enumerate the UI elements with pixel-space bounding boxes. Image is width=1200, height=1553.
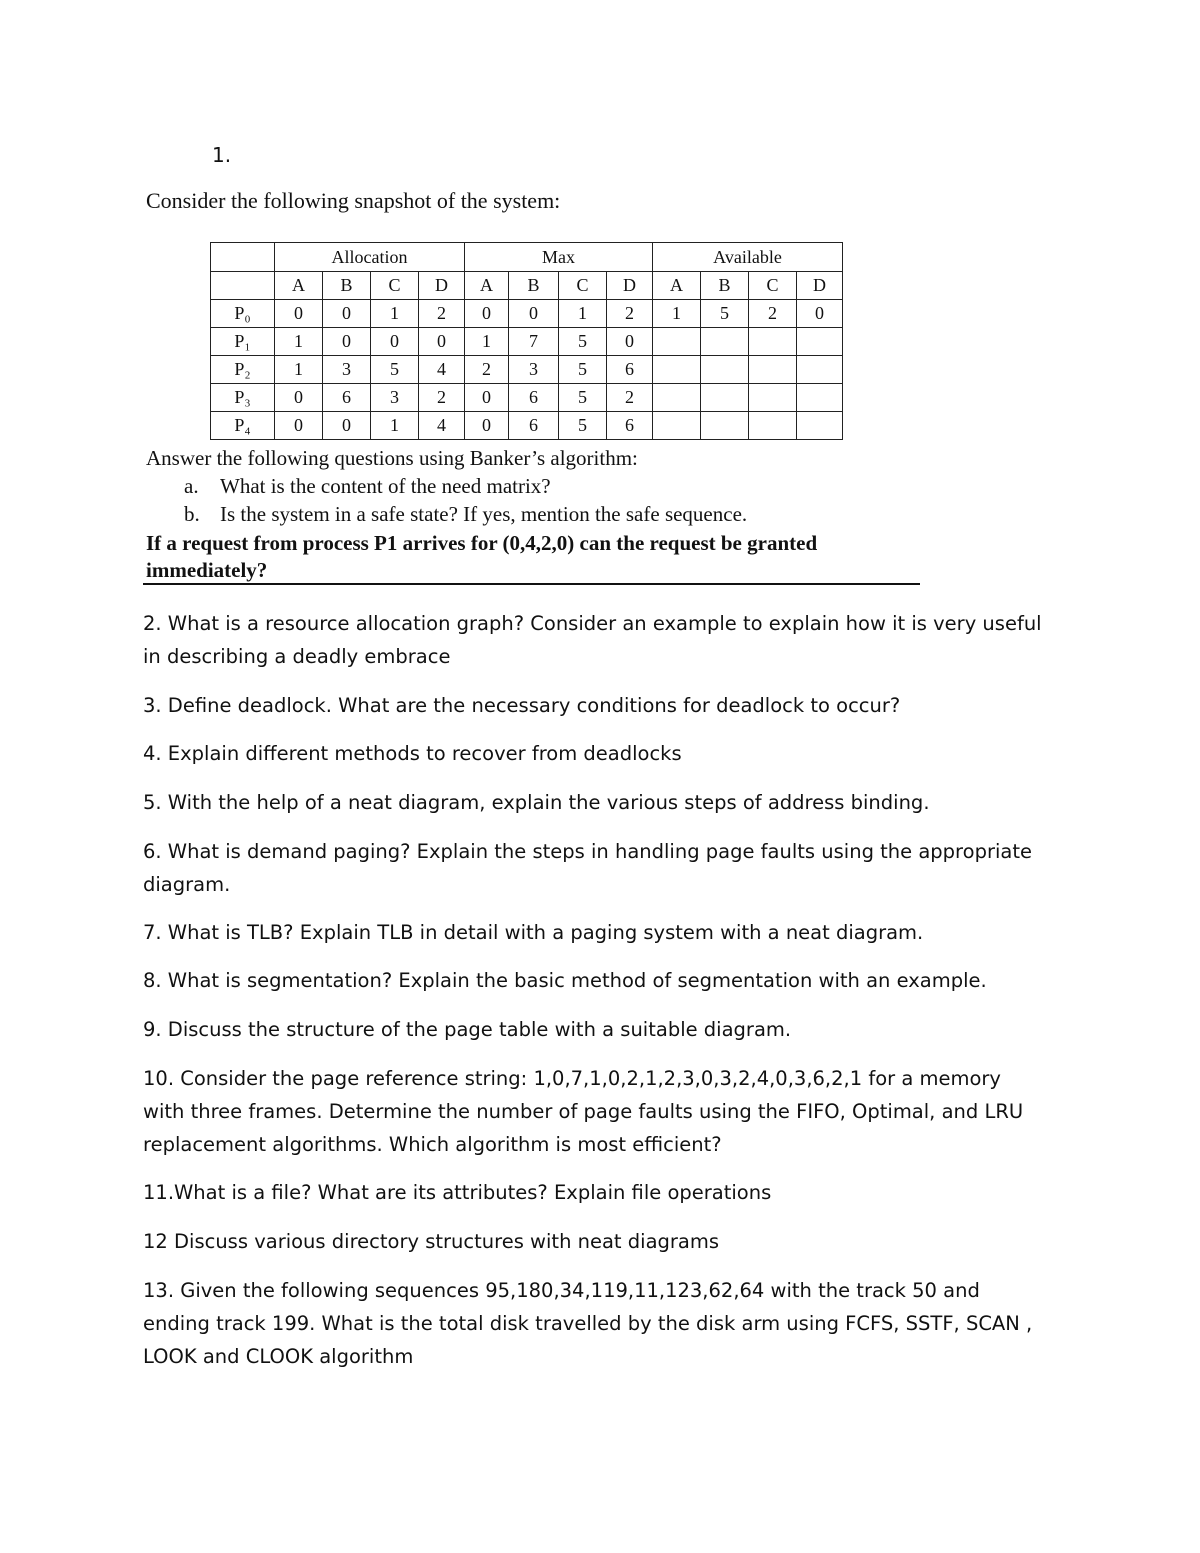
process-label: P₁ xyxy=(211,328,275,356)
allocation-cell: 3 xyxy=(371,384,419,412)
process-row xyxy=(211,384,843,412)
process-row xyxy=(211,412,843,440)
max-cell: 0 xyxy=(465,412,509,440)
max-cell: 3 xyxy=(509,356,559,384)
max-cell: 7 xyxy=(509,328,559,356)
sub-question-b-text: Is the system in a safe state? If yes, mention the safe sequence. xyxy=(220,502,748,526)
question-7: 7. What is TLB? Explain TLB in detail with a paging system with a neat diagram. xyxy=(143,921,924,944)
available-cell: 2 xyxy=(749,300,797,328)
column-header: A xyxy=(653,272,701,300)
process-label: P₄ xyxy=(211,412,275,440)
available-cell xyxy=(701,328,749,356)
divider-line xyxy=(143,583,920,585)
available-cell xyxy=(797,384,843,412)
max-cell: 2 xyxy=(607,300,653,328)
column-header: B xyxy=(323,272,371,300)
question-2: 2. What is a resource allocation graph? Consider an example to explain how it is very useful in describing a deadly embrace xyxy=(143,612,1042,668)
process-row xyxy=(211,328,843,356)
allocation-cell: 2 xyxy=(419,300,465,328)
max-cell: 5 xyxy=(559,356,607,384)
available-cell xyxy=(797,328,843,356)
question-9: 9. Discuss the structure of the page table with a suitable diagram. xyxy=(143,1018,792,1041)
process-label: P₀ xyxy=(211,300,275,328)
allocation-cell: 1 xyxy=(275,328,323,356)
allocation-cell: 0 xyxy=(275,412,323,440)
allocation-cell: 1 xyxy=(275,356,323,384)
process-label: P₃ xyxy=(211,384,275,412)
column-header: C xyxy=(749,272,797,300)
allocation-cell: 0 xyxy=(323,328,371,356)
available-cell: 1 xyxy=(653,300,701,328)
available-cell xyxy=(653,356,701,384)
allocation-cell: 1 xyxy=(371,412,419,440)
snapshot-intro: Consider the following snapshot of the system: xyxy=(146,188,561,213)
max-cell: 6 xyxy=(607,412,653,440)
max-cell: 5 xyxy=(559,384,607,412)
max-cell: 6 xyxy=(509,412,559,440)
column-header: A xyxy=(275,272,323,300)
allocation-cell: 0 xyxy=(371,328,419,356)
question-10: 10. Consider the page reference string: 1,0,7,1,0,2,1,2,3,0,3,2,4,0,3,6,2,1 for a memory with three frames. Determine the number of page faults using the FIFO, Optimal, and LRU replacement algorithms. Which algorithm is most efficient? xyxy=(143,1067,1024,1156)
table-body xyxy=(211,300,843,440)
available-cell xyxy=(653,412,701,440)
question-11: 11.What is a file? What are its attributes? Explain file operations xyxy=(143,1181,772,1204)
available-cell: 5 xyxy=(701,300,749,328)
column-header: D xyxy=(797,272,843,300)
question-5: 5. With the help of a neat diagram, explain the various steps of address binding. xyxy=(143,791,930,814)
available-cell xyxy=(749,356,797,384)
sub-question-b xyxy=(184,502,747,527)
allocation-cell: 5 xyxy=(371,356,419,384)
allocation-cell: 0 xyxy=(275,300,323,328)
available-cell xyxy=(797,356,843,384)
available-cell xyxy=(797,412,843,440)
max-cell: 1 xyxy=(465,328,509,356)
available-cell: 0 xyxy=(797,300,843,328)
table-corner-cell xyxy=(211,272,275,300)
max-cell: 2 xyxy=(607,384,653,412)
max-cell: 6 xyxy=(607,356,653,384)
column-header: B xyxy=(509,272,559,300)
available-cell xyxy=(749,328,797,356)
column-header: D xyxy=(607,272,653,300)
available-cell xyxy=(653,384,701,412)
sub-question-a-label: a. xyxy=(184,474,199,498)
answer-intro: Answer the following questions using Banker’s algorithm: xyxy=(146,446,638,470)
sub-question-a-text: What is the content of the need matrix? xyxy=(220,474,551,498)
allocation-header: Allocation xyxy=(275,243,465,272)
table-column-header-row xyxy=(211,272,843,300)
allocation-cell: 0 xyxy=(419,328,465,356)
question-8: 8. What is segmentation? Explain the basic method of segmentation with an example. xyxy=(143,969,987,992)
table-corner-cell xyxy=(211,243,275,272)
available-cell xyxy=(701,384,749,412)
question-12: 12 Discuss various directory structures with neat diagrams xyxy=(143,1230,720,1253)
max-cell: 0 xyxy=(509,300,559,328)
sub-question-b-label: b. xyxy=(184,502,200,526)
allocation-cell: 4 xyxy=(419,412,465,440)
process-row xyxy=(211,356,843,384)
max-cell: 5 xyxy=(559,412,607,440)
table-group-header-row xyxy=(211,243,843,272)
sub-question-a xyxy=(184,474,551,499)
allocation-cell: 4 xyxy=(419,356,465,384)
max-cell: 6 xyxy=(509,384,559,412)
max-cell: 0 xyxy=(607,328,653,356)
column-header: B xyxy=(701,272,749,300)
question-1-number: 1. xyxy=(212,143,232,167)
question-13: 13. Given the following sequences 95,180,34,119,11,123,62,64 with the track 50 and ending track 199. What is the total disk travelled by the disk arm using FCFS, SSTF, SCAN , LOOK and CLOOK algorithm xyxy=(143,1279,1033,1368)
available-cell xyxy=(749,412,797,440)
process-row xyxy=(211,300,843,328)
available-header: Available xyxy=(653,243,843,272)
allocation-cell: 0 xyxy=(323,412,371,440)
column-header: C xyxy=(559,272,607,300)
allocation-cell: 6 xyxy=(323,384,371,412)
column-header: A xyxy=(465,272,509,300)
allocation-cell: 0 xyxy=(275,384,323,412)
max-cell: 1 xyxy=(559,300,607,328)
max-cell: 0 xyxy=(465,384,509,412)
max-cell: 0 xyxy=(465,300,509,328)
question-6: 6. What is demand paging? Explain the steps in handling page faults using the appropriate diagram. xyxy=(143,840,1032,896)
max-cell: 2 xyxy=(465,356,509,384)
max-header: Max xyxy=(465,243,653,272)
request-question: If a request from process P1 arrives for (0,4,2,0) can the request be granted immediately? xyxy=(146,531,818,582)
question-4: 4. Explain different methods to recover from deadlocks xyxy=(143,742,682,765)
snapshot-table xyxy=(210,242,843,440)
allocation-cell: 0 xyxy=(323,300,371,328)
available-cell xyxy=(701,412,749,440)
question-3: 3. Define deadlock. What are the necessary conditions for deadlock to occur? xyxy=(143,694,901,717)
allocation-cell: 2 xyxy=(419,384,465,412)
process-label: P₂ xyxy=(211,356,275,384)
allocation-cell: 1 xyxy=(371,300,419,328)
max-cell: 5 xyxy=(559,328,607,356)
column-header: D xyxy=(419,272,465,300)
allocation-cell: 3 xyxy=(323,356,371,384)
available-cell xyxy=(749,384,797,412)
available-cell xyxy=(653,328,701,356)
available-cell xyxy=(701,356,749,384)
column-header: C xyxy=(371,272,419,300)
